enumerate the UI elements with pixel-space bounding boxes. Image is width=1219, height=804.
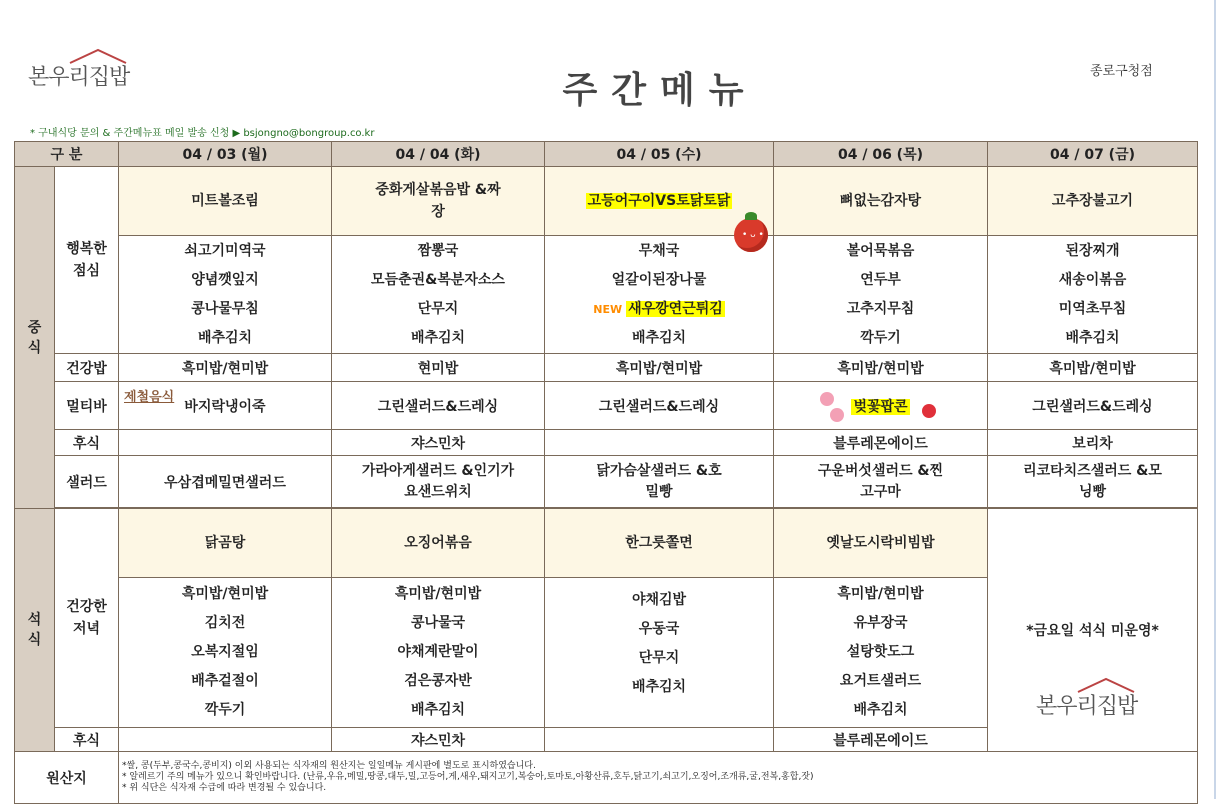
multibar-item: 바지락냉이죽	[119, 382, 332, 430]
side-dishes: 흑미밥/현미밥 콩나물국 야채계란말이 검은콩자반 배추김치	[332, 578, 545, 728]
new-badge: NEW	[593, 302, 623, 316]
allergy-line: * 알레르기 주의 메뉴가 있으니 확인바랍니다. (난류,우유,메밀,땅콩,대두,밀,고등어,게,새우,돼지고기,복숭아,토마토,아황산류,호두,닭고기,쇠고기,오징어,조개류,굴,전복,홍합,잣)	[122, 772, 814, 782]
rice-option: 흑미밥/현미밥	[774, 354, 988, 382]
main-dish: 오징어볶음	[332, 509, 545, 578]
rice-label: 건강밥	[55, 354, 119, 382]
day-header: 04 / 05 (수)	[545, 142, 774, 167]
main-dish: 한그릇쫄면	[545, 509, 774, 578]
header-label: 구 분	[15, 142, 119, 167]
dessert-item: 블루레몬에이드	[774, 728, 988, 752]
dessert-item: 블루레몬에이드	[774, 430, 988, 456]
lunch-dessert-row	[15, 430, 1198, 456]
branch-name: 종로구청점	[1090, 64, 1153, 79]
main-dish: 옛날도시락비빔밥	[774, 509, 988, 578]
origin-notes	[119, 752, 1198, 804]
page-title: 주간메뉴	[562, 70, 758, 111]
salad-row	[15, 456, 1198, 508]
main-dish: 닭곰탕	[119, 509, 332, 578]
dessert-label: 후식	[55, 430, 119, 456]
dessert-item	[545, 430, 774, 456]
dessert-item: 쟈스민차	[332, 430, 545, 456]
side-dishes: 야채김밥 우동국 단무지 배추김치	[545, 578, 774, 728]
brand-name: 본우리집밥	[1036, 694, 1138, 719]
dessert-item	[119, 430, 332, 456]
dessert-item	[119, 728, 332, 752]
main-dish: 중화게살볶음밥 &짜장	[332, 167, 545, 236]
brand-name: 본우리집밥	[28, 65, 130, 90]
salad-label: 샐러드	[55, 456, 119, 508]
salad-item: 구운버섯샐러드 &찐고구마	[774, 456, 988, 508]
header-row	[15, 142, 1198, 167]
friday-dinner-note: *금요일 석식 미운영*	[988, 509, 1198, 752]
side-dishes: 짬뽕국 모듬춘권&복분자소스 단무지 배추김치	[332, 236, 545, 354]
weekly-menu-table	[14, 141, 1198, 804]
multibar-item: 그린샐러드&드레싱	[545, 382, 774, 430]
right-edge-line	[1214, 0, 1216, 799]
salad-item: 닭가슴살샐러드 &호밀빵	[545, 456, 774, 508]
multibar-label: 멀티바	[55, 382, 119, 430]
side-dishes: 흑미밥/현미밥 김치전 오복지절임 배추겉절이 깍두기	[119, 578, 332, 728]
main-dish: 고추장불고기	[988, 167, 1198, 236]
dessert-item: 쟈스민차	[332, 728, 545, 752]
contact-notice: * 구내식당 문의 & 주간메뉴표 메일 발송 신청 ▶ bsjongno@bongroup.co.kr	[30, 128, 375, 139]
rice-option: 흑미밥/현미밥	[988, 354, 1198, 382]
blossom-icon	[830, 408, 844, 422]
lunch-main-row	[15, 167, 1198, 236]
side-dishes: 볼어묵볶음 연두부 고추지무침 깍두기	[774, 236, 988, 354]
lunch-sides-row	[15, 236, 1198, 354]
dinner-section-label: 건강한 저녁	[55, 509, 119, 728]
origin-line: *쌀, 콩(두부,콩국수,콩비지) 이외 사용되는 식자재의 원산지는 일일메뉴 게시판에 별도로 표시하였습니다.	[122, 761, 536, 771]
main-dish: 미트볼조림	[119, 167, 332, 236]
origin-row	[15, 752, 1198, 804]
main-dish: 뼈없는감자탕	[774, 167, 988, 236]
multibar-item: 벚꽃팝콘	[774, 382, 988, 430]
side-dishes: 된장찌개 새송이볶음 미역초무침 배추김치	[988, 236, 1198, 354]
multibar-row	[15, 382, 1198, 430]
side-dishes: 흑미밥/현미밥 유부장국 설탕핫도그 요거트샐러드 배추김치	[774, 578, 988, 728]
brand-logo	[28, 48, 148, 98]
rice-option: 현미밥	[332, 354, 545, 382]
dinner-meal-label: 석식	[15, 509, 55, 752]
brand-logo-bottom	[1036, 677, 1156, 727]
dessert-label: 후식	[55, 728, 119, 752]
blossom-icon	[820, 392, 834, 406]
rice-option: 흑미밥/현미밥	[545, 354, 774, 382]
side-dishes: 쇠고기미역국 양념깻잎지 콩나물무침 배추김치	[119, 236, 332, 354]
lunch-meal-label: 중식	[15, 167, 55, 509]
change-line: * 위 식단은 식자재 수급에 따라 변경될 수 있습니다.	[122, 783, 327, 793]
salad-item: 가라아게샐러드 &인기가요샌드위치	[332, 456, 545, 508]
tomato-icon: • ᴗ •	[734, 218, 768, 252]
day-header: 04 / 07 (금)	[988, 142, 1198, 167]
origin-label: 원산지	[15, 752, 119, 804]
salad-item: 리코타치즈샐러드 &모닝빵	[988, 456, 1198, 508]
rice-option: 흑미밥/현미밥	[119, 354, 332, 382]
dessert-item	[545, 728, 774, 752]
dinner-main-row	[15, 509, 1198, 578]
rice-row	[15, 354, 1198, 382]
day-header: 04 / 04 (화)	[332, 142, 545, 167]
day-header: 04 / 03 (월)	[119, 142, 332, 167]
seasonal-tag: 제철음식	[124, 390, 175, 405]
side-dishes: 무채국 얼갈이된장나물 NEW 새우깡연근튀김 배추김치	[545, 236, 774, 354]
dessert-item: 보리차	[988, 430, 1198, 456]
multibar-item: 그린샐러드&드레싱	[332, 382, 545, 430]
lunch-section-label: 행복한 점심	[55, 167, 119, 354]
multibar-item: 그린샐러드&드레싱	[988, 382, 1198, 430]
salad-item: 우삼겹메밀면샐러드	[119, 456, 332, 508]
flower-icon	[922, 404, 936, 418]
main-dish: 고등어구이VS토닭토닭	[545, 167, 774, 236]
day-header: 04 / 06 (목)	[774, 142, 988, 167]
